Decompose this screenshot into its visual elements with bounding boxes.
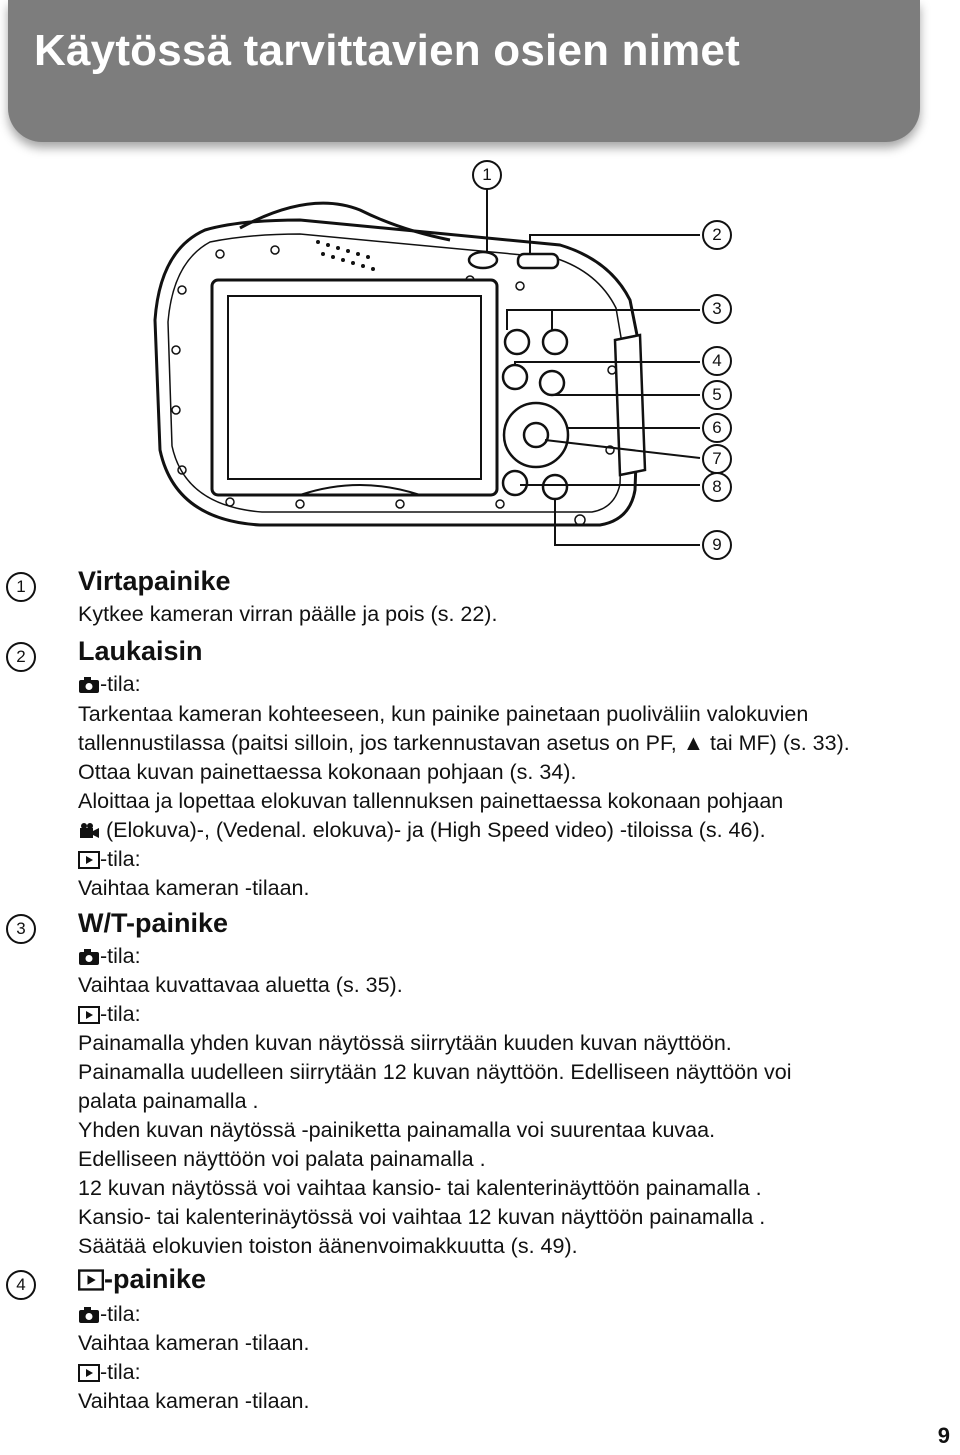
section-text-line: -tila: — [78, 942, 141, 971]
section-text-line: Painamalla uudelleen siirrytään 12 kuvan näyttöön. Edelliseen näyttöön voi — [78, 1060, 792, 1084]
playback-mode-icon — [78, 1006, 100, 1024]
section-text-line: Yhden kuvan näytössä -painiketta painamalla voi suurentaa kuvaa. — [78, 1118, 716, 1142]
playback-button-icon — [78, 1269, 104, 1291]
section-text-line: Painamalla yhden kuvan näytössä siirrytään kuuden kuvan näyttöön. — [78, 1031, 732, 1055]
section-text-line: Vaihtaa kameran -tilaan. — [78, 876, 310, 900]
page-header — [8, 0, 920, 142]
camera-diagram — [0, 150, 960, 560]
callout-5: 5 — [702, 380, 732, 410]
section-title-virtapainike: Virtapainike — [78, 566, 231, 596]
page-number: 9 — [937, 1423, 950, 1448]
section-title-wt-painike: W/T-painike — [78, 908, 229, 938]
section-text-line: Ottaa kuvan painettaessa kokonaan pohjaan (s. 34). — [78, 760, 577, 784]
callout-1: 1 — [472, 160, 502, 190]
camera-mode-icon — [78, 1306, 100, 1324]
section-number-3: 3 — [6, 910, 36, 944]
callout-8: 8 — [702, 472, 732, 502]
section-text-line: -tila: — [78, 1358, 141, 1387]
section-number-1: 1 — [6, 568, 36, 602]
section-text-line: Edelliseen näyttöön voi palata painamalla . — [78, 1147, 486, 1171]
callout-2: 2 — [702, 220, 732, 250]
section-title-laukaisin: Laukaisin — [78, 636, 203, 666]
section-title-playback-button: -painike — [78, 1264, 206, 1295]
section-text-line: tallennustilassa (paitsi silloin, jos tarkennustavan asetus on PF, ▲ tai MF) (s. 33). — [78, 731, 850, 755]
callout-9: 9 — [702, 530, 732, 560]
movie-icon — [78, 822, 100, 840]
playback-mode-icon — [78, 1364, 100, 1382]
section-number-4: 4 — [6, 1266, 36, 1300]
page-title: Käytössä tarvittavien osien nimet — [34, 26, 740, 75]
section-text-line: -tila: — [78, 1000, 141, 1029]
section-text-line: Säätää elokuvien toiston äänenvoimakkuutta (s. 49). — [78, 1234, 578, 1258]
section-text-line: 12 kuvan näytössä voi vaihtaa kansio- tai kalenterinäyttöön painamalla . — [78, 1176, 762, 1200]
camera-mode-icon — [78, 676, 100, 694]
section-text-line: -tila: — [78, 845, 141, 874]
section-text-line: Aloittaa ja lopettaa elokuvan tallennuksen painettaessa kokonaan pohjaan — [78, 789, 784, 813]
section-text-line: -tila: — [78, 1300, 141, 1329]
section-text-line: (Elokuva)-, (Vedenal. elokuva)- ja (High Speed video) -tiloissa (s. 46). — [78, 816, 766, 845]
camera-mode-icon — [78, 948, 100, 966]
section-text-line: Vaihtaa kameran -tilaan. — [78, 1331, 310, 1355]
section-text-line: Tarkentaa kameran kohteeseen, kun painike painetaan puoliväliin valokuvien — [78, 702, 809, 726]
section-text-line: Vaihtaa kameran -tilaan. — [78, 1389, 310, 1413]
camera-back-illustration — [0, 150, 960, 560]
callout-7: 7 — [702, 444, 732, 474]
playback-mode-icon — [78, 851, 100, 869]
section-text-line: Kytkee kameran virran päälle ja pois (s. 22). — [78, 602, 498, 626]
section-text-line: Vaihtaa kuvattavaa aluetta (s. 35). — [78, 973, 403, 997]
callout-3: 3 — [702, 294, 732, 324]
callout-6: 6 — [702, 413, 732, 443]
section-text-line: palata painamalla . — [78, 1089, 259, 1113]
section-number-2: 2 — [6, 638, 36, 672]
section-text-line: -tila: — [78, 670, 141, 699]
section-text-line: Kansio- tai kalenterinäytössä voi vaihtaa 12 kuvan näyttöön painamalla . — [78, 1205, 766, 1229]
callout-4: 4 — [702, 346, 732, 376]
